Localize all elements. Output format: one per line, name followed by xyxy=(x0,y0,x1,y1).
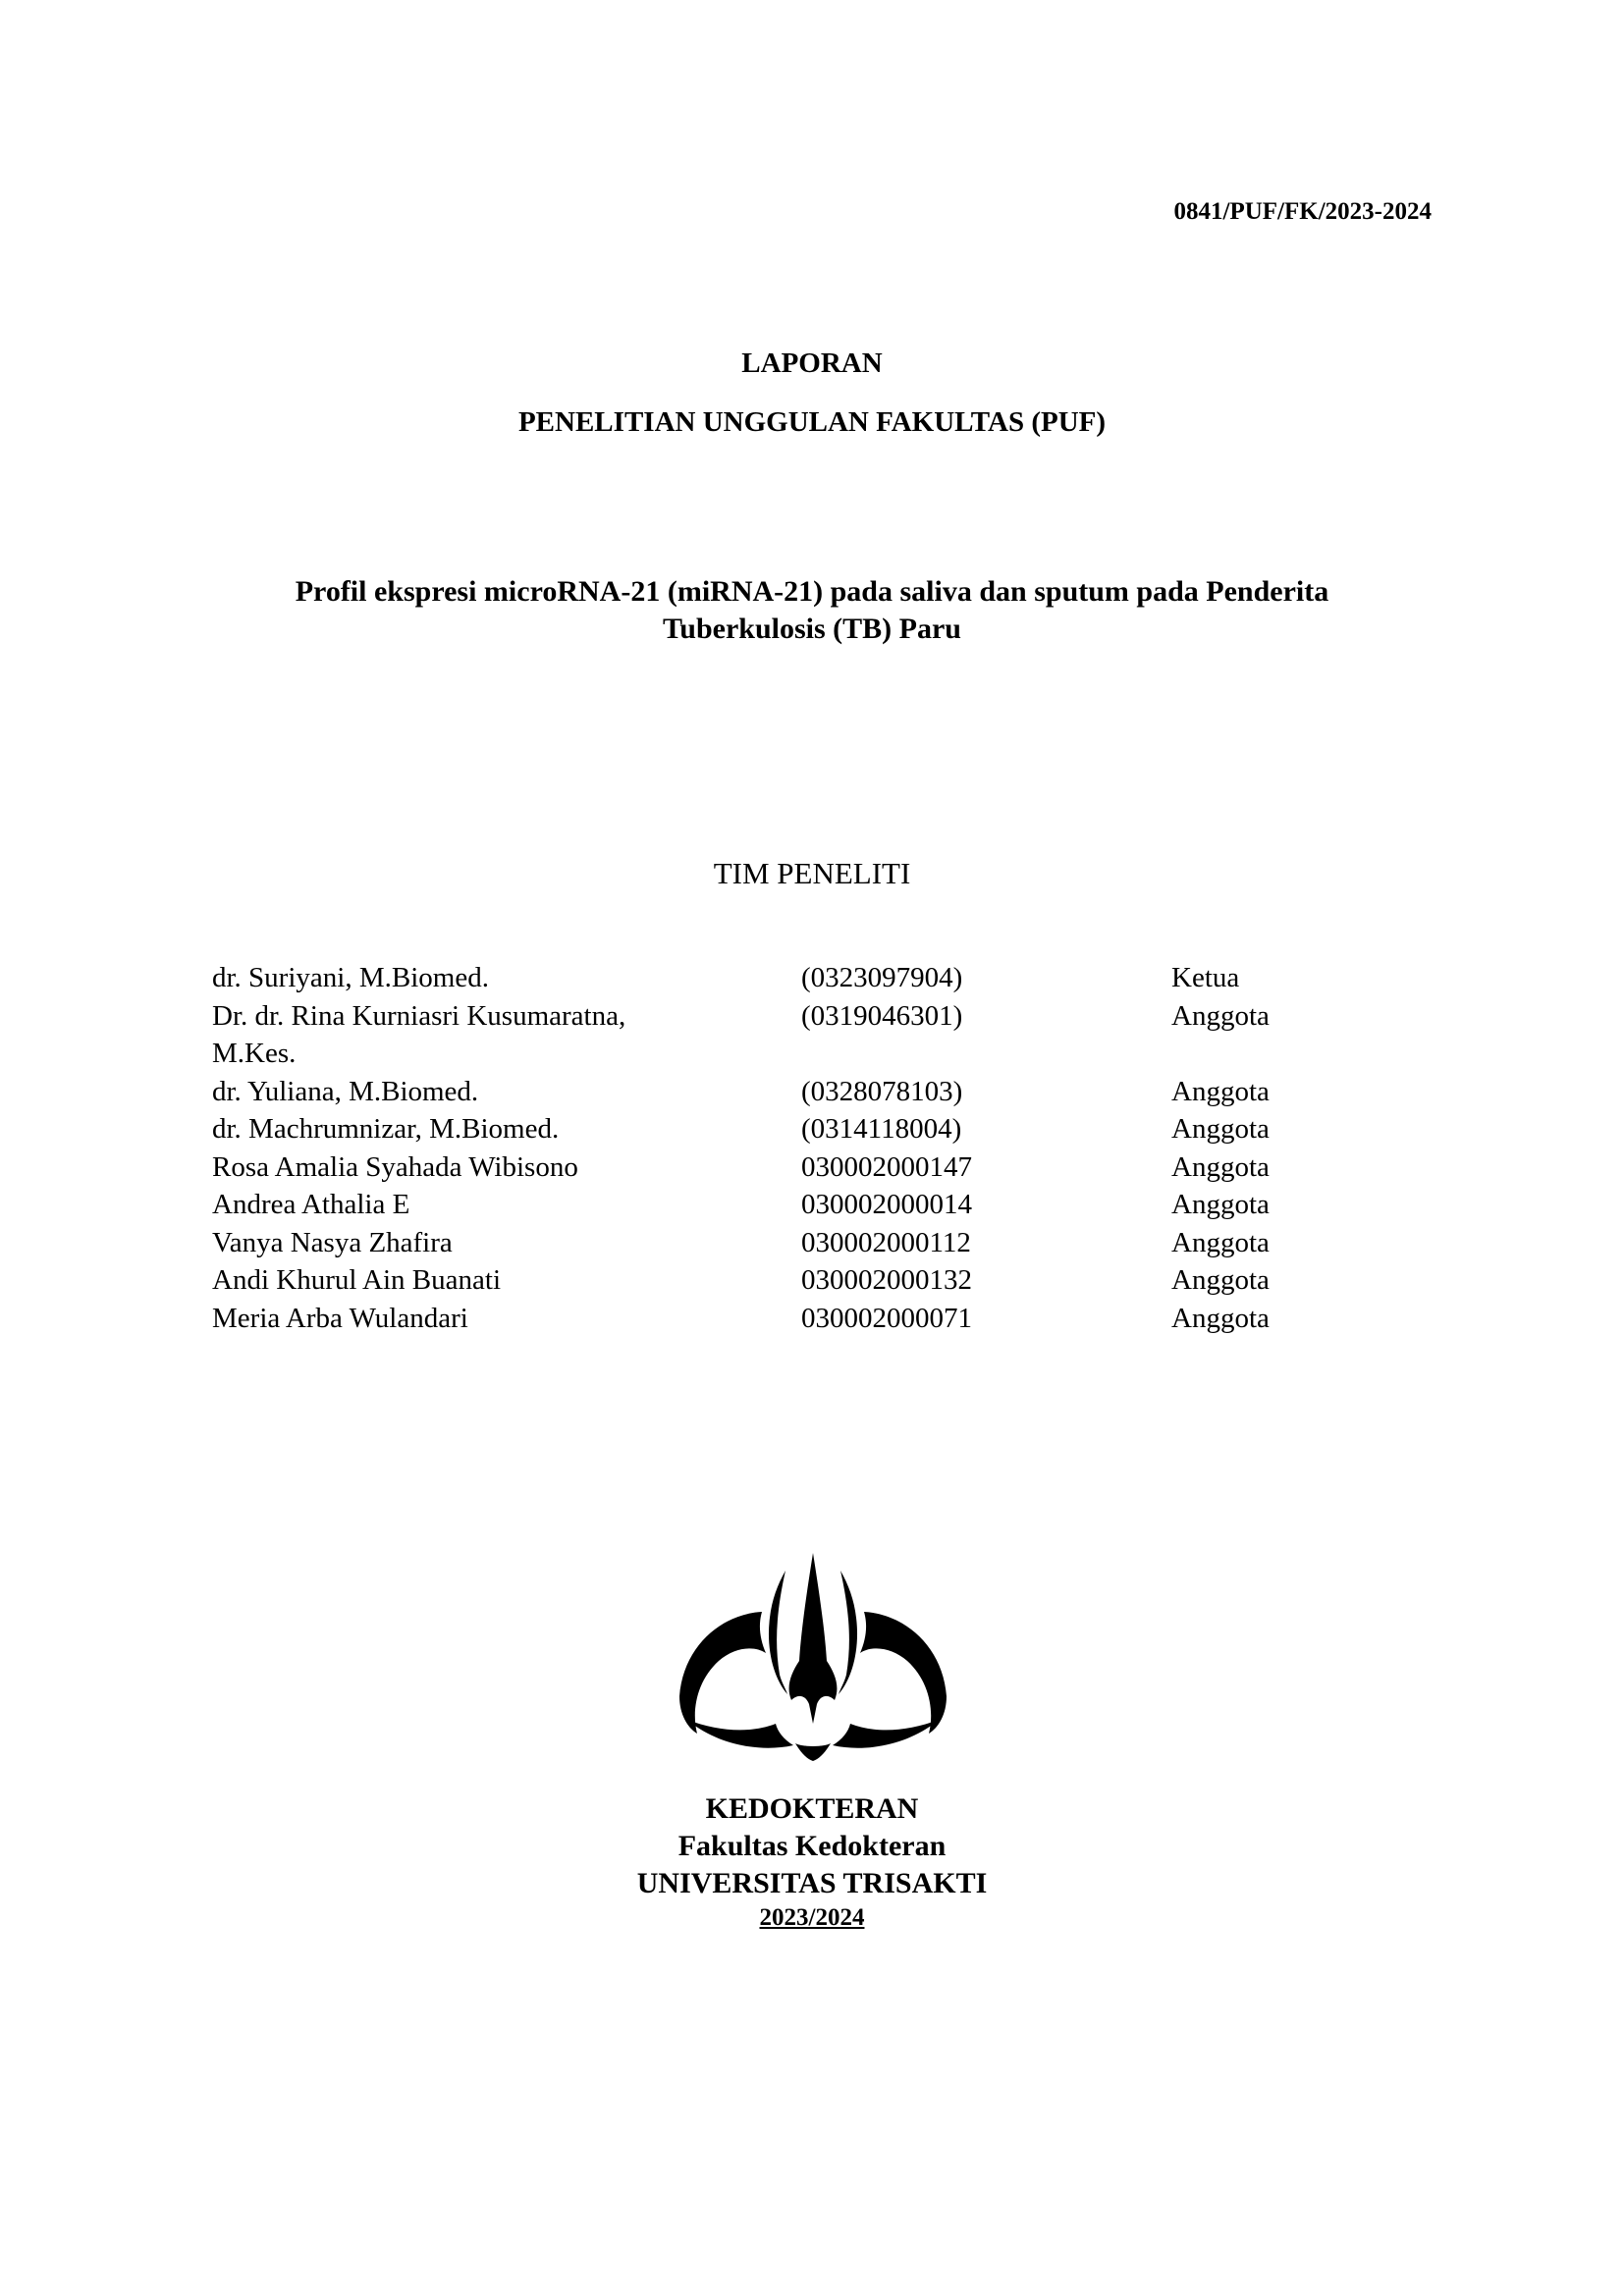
member-name: Vanya Nasya Zhafira xyxy=(212,1226,453,1258)
faculty-name: Fakultas Kedokteran xyxy=(677,1830,947,1862)
team-row xyxy=(212,1110,1328,1148)
team-row xyxy=(212,1073,1328,1111)
research-title-line-2: Tuberkulosis (TB) Paru xyxy=(663,613,961,645)
member-id: 030002000132 xyxy=(801,1264,972,1296)
member-id: (0328078103) xyxy=(801,1075,963,1107)
cover-footer xyxy=(0,1790,1624,1934)
team-row xyxy=(212,1186,1328,1224)
member-name: dr. Machrumnizar, M.Biomed. xyxy=(212,1113,560,1145)
research-title xyxy=(196,573,1428,648)
team-heading: TIM PENELITI xyxy=(713,856,911,890)
team-row xyxy=(212,959,1328,997)
member-name: dr. Yuliana, M.Biomed. xyxy=(212,1075,479,1107)
member-name: Andi Khurul Ain Buanati xyxy=(212,1264,502,1296)
report-title: LAPORAN xyxy=(741,347,883,379)
member-role: Anggota xyxy=(1171,1302,1270,1334)
team-row xyxy=(212,1035,1328,1073)
member-id: (0319046301) xyxy=(801,999,963,1032)
team-row xyxy=(212,1148,1328,1187)
team-table xyxy=(212,959,1328,1337)
research-title-line-1: Profil ekspresi microRNA-21 (miRNA-21) pada saliva dan sputum pada Penderita xyxy=(295,575,1329,608)
member-id: (0323097904) xyxy=(801,962,963,993)
member-role: Anggota xyxy=(1171,999,1270,1032)
member-name: dr. Suriyani, M.Biomed. xyxy=(212,962,489,993)
member-id: 030002000147 xyxy=(801,1150,972,1183)
member-role: Anggota xyxy=(1171,1150,1270,1183)
member-id xyxy=(801,1035,1171,1073)
member-name: M.Kes. xyxy=(212,1038,297,1069)
member-role: Anggota xyxy=(1171,1226,1270,1258)
team-row xyxy=(212,1224,1328,1262)
member-role: Anggota xyxy=(1171,1189,1270,1220)
university-name: UNIVERSITAS TRISAKTI xyxy=(636,1867,988,1899)
team-row xyxy=(212,1261,1328,1300)
member-id: 030002000014 xyxy=(801,1189,972,1220)
member-id: 030002000071 xyxy=(801,1302,972,1334)
member-id: 030002000112 xyxy=(801,1226,971,1258)
academic-year: 2023/2024 xyxy=(759,1904,865,1931)
report-subtitle: PENELITIAN UNGGULAN FAKULTAS (PUF) xyxy=(517,406,1107,438)
department-name: KEDOKTERAN xyxy=(705,1792,919,1825)
member-name: Rosa Amalia Syahada Wibisono xyxy=(212,1150,578,1183)
member-name: Andrea Athalia E xyxy=(212,1189,410,1220)
university-emblem-icon xyxy=(676,1551,950,1763)
member-role: Anggota xyxy=(1171,1264,1270,1296)
member-role: Anggota xyxy=(1171,1113,1270,1145)
member-role: Anggota xyxy=(1171,1075,1270,1107)
team-row xyxy=(212,1300,1328,1338)
member-role: Ketua xyxy=(1171,962,1240,993)
document-number: 0841/PUF/FK/2023-2024 xyxy=(1173,198,1432,225)
member-role xyxy=(1171,1035,1328,1073)
member-name: Meria Arba Wulandari xyxy=(212,1302,468,1334)
team-row xyxy=(212,997,1328,1036)
member-id: (0314118004) xyxy=(801,1113,962,1145)
member-name: Dr. dr. Rina Kurniasri Kusumaratna, xyxy=(212,999,626,1032)
